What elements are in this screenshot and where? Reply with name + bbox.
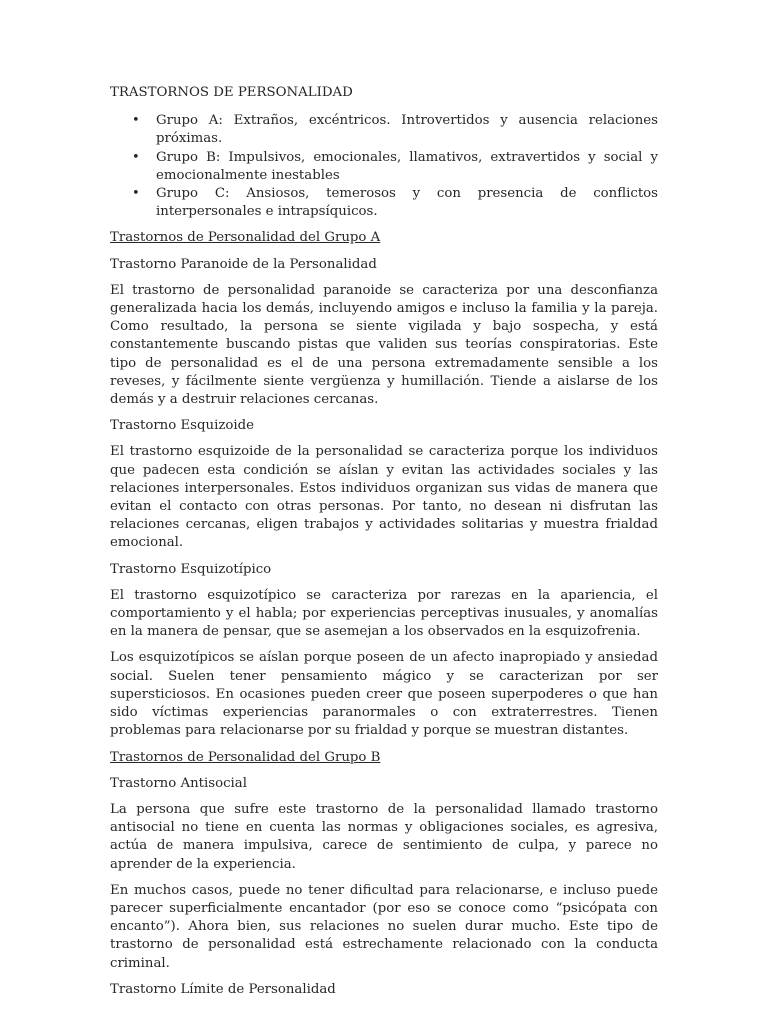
paragraph-esquizoide: El trastorno esquizoide de la personalidad se caracteriza porque los individuos que padecen esta condición se aíslan y evitan las actividades sociales y las relaciones interpersonales. Estos individuos organizan sus vidas de manera que evitan el contacto con otras personas. Por tanto, no desean ni disfrutan las relaciones cercanas, eligen trabajos y actividades solitarias y muestra frialdad emocional. bbox=[110, 444, 658, 551]
group-list bbox=[110, 112, 658, 221]
list-item bbox=[132, 149, 658, 185]
paragraph-esquizotipico-2: Los esquizotípicos se aíslan porque poseen de un afecto inapropiado y ansiedad social. Suelen tener pensamiento mágico y se caracterizan por ser supersticiosos. En ocasiones pueden creer que poseen superpoderes o que han sido víctimas experiencias paranormales o con extraterrestres. Tienen problemas para relacionarse por su frialdad y porque se muestran distantes. bbox=[110, 650, 658, 739]
section-heading-group-b: Trastornos de Personalidad del Grupo B bbox=[110, 749, 381, 765]
bullet-icon: • bbox=[132, 149, 140, 165]
paragraph-esquizotipico-1: El trastorno esquizotípico se caracteriza por rarezas en la apariencia, el comportamiento y el habla; por experiencias perceptivas inusuales, y anomalías en la manera de pensar, que se asemejan a los observados en la esquizofrenia. bbox=[110, 587, 658, 640]
heading-paranoide: Trastorno Paranoide de la Personalidad bbox=[110, 256, 377, 272]
heading-limite: Trastorno Límite de Personalidad bbox=[110, 981, 336, 997]
heading-esquizotipico: Trastorno Esquizotípico bbox=[110, 561, 272, 577]
paragraph-antisocial-2: En muchos casos, puede no tener dificultad para relacionarse, e incluso puede parecer superficialmente encantador (por eso se conoce como “psicópata con encanto”). Ahora bien, sus relaciones no suelen durar mucho. Este tipo de trastorno de personalidad está estrechamente relacionado con la conducta criminal. bbox=[110, 882, 658, 971]
section-heading-group-a: Trastornos de Personalidad del Grupo A bbox=[110, 230, 381, 246]
heading-esquizoide: Trastorno Esquizoide bbox=[110, 418, 254, 434]
bullet-icon: • bbox=[132, 113, 140, 129]
paragraph-paranoide: El trastorno de personalidad paranoide se caracteriza por una desconfianza generalizada hacia los demás, incluyendo amigos e incluso la familia y la pareja. Como resultado, la persona se siente vigilada y bajo sospecha, y está constantemente buscando pistas que validen sus teorías conspiratorias. Este tipo de personalidad es el de una persona extremadamente sensible a los reveses, y fácilmente siente vergüenza y humillación. Tiende a aislarse de los demás y a destruir relaciones cercanas. bbox=[110, 282, 658, 408]
heading-antisocial: Trastorno Antisocial bbox=[110, 775, 247, 791]
list-item bbox=[132, 112, 658, 148]
bullet-icon: • bbox=[132, 186, 140, 202]
list-item bbox=[132, 185, 658, 221]
paragraph-antisocial-1: La persona que sufre este trastorno de la personalidad llamado trastorno antisocial no tiene en cuenta las normas y obligaciones sociales, es agresiva, actúa de manera impulsiva, carece de sentimiento de culpa, y parece no aprender de la experiencia. bbox=[110, 801, 658, 872]
document-title: TRASTORNOS DE PERSONALIDAD bbox=[110, 85, 353, 100]
group-a-text: Grupo A: Extraños, excéntricos. Introvertidos y ausencia relaciones próximas. bbox=[156, 113, 658, 147]
group-c-text: Grupo C: Ansiosos, temerosos y con presencia de conflictos interpersonales e intrapsíquicos. bbox=[156, 186, 658, 220]
group-b-text: Grupo B: Impulsivos, emocionales, llamativos, extravertidos y social y emocionalmente inestables bbox=[156, 149, 658, 183]
